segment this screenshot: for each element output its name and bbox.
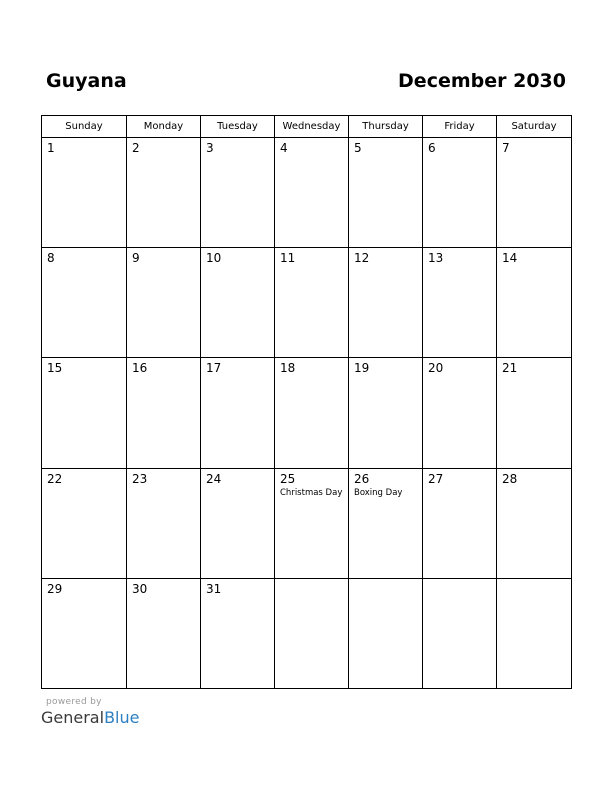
- day-number: 27: [428, 471, 444, 486]
- weekday-header-thursday: Thursday: [349, 116, 423, 138]
- day-cell: [201, 248, 275, 358]
- day-cell: [423, 248, 497, 358]
- month-title: December 2030: [398, 70, 566, 92]
- weekday-header-monday: Monday: [127, 116, 201, 138]
- brand-part-blue: Blue: [104, 708, 140, 727]
- day-number: 4: [280, 141, 288, 155]
- day-cell: [201, 358, 275, 468]
- powered-by-label: powered by: [46, 697, 102, 707]
- day-number: 6: [428, 141, 436, 155]
- day-cell: [42, 358, 127, 468]
- day-cell: [42, 468, 127, 578]
- day-cell: [423, 578, 497, 688]
- day-number: 31: [206, 581, 222, 596]
- generalblue-logo: [41, 708, 139, 727]
- weekday-header-saturday: Saturday: [497, 116, 572, 138]
- country-title: Guyana: [46, 70, 127, 92]
- day-cell: [127, 248, 201, 358]
- day-cell: [275, 468, 349, 578]
- day-cell: [349, 578, 423, 688]
- holiday-label: Boxing Day: [354, 487, 403, 498]
- day-cell: [275, 358, 349, 468]
- week-row: [42, 138, 572, 248]
- day-cell: [42, 578, 127, 688]
- day-number: 2: [132, 141, 140, 155]
- day-cell: [497, 468, 572, 578]
- day-number: 14: [502, 251, 518, 266]
- week-row: [42, 468, 572, 578]
- day-number: 18: [280, 361, 296, 376]
- day-cell: [201, 138, 275, 248]
- day-cell: [497, 578, 572, 688]
- day-number: 30: [132, 581, 148, 596]
- day-cell: [423, 358, 497, 468]
- week-row: [42, 578, 572, 688]
- day-number: 19: [354, 361, 370, 376]
- weekday-header-tuesday: Tuesday: [201, 116, 275, 138]
- day-number: [275, 579, 348, 582]
- day-number: 7: [502, 141, 510, 155]
- day-cell: [423, 138, 497, 248]
- day-number: 26: [354, 471, 370, 486]
- week-row: [42, 248, 572, 358]
- day-cell: [127, 138, 201, 248]
- holiday-label: Christmas Day: [280, 487, 343, 498]
- weekday-header-row: [42, 116, 572, 138]
- day-cell: [42, 138, 127, 248]
- day-number: 3: [206, 141, 214, 155]
- day-number: 9: [132, 251, 140, 266]
- day-number: 20: [428, 361, 444, 376]
- day-number: [423, 579, 496, 582]
- day-cell: [127, 468, 201, 578]
- day-number: [349, 579, 422, 582]
- day-number: 22: [47, 471, 63, 486]
- weekday-header-wednesday: Wednesday: [275, 116, 349, 138]
- day-cell: [127, 578, 201, 688]
- week-row: [42, 358, 572, 468]
- day-number: 21: [502, 361, 518, 376]
- day-cell: [201, 578, 275, 688]
- day-number: 10: [206, 251, 222, 266]
- day-number: 16: [132, 361, 148, 376]
- day-number: 17: [206, 361, 222, 376]
- day-cell: [497, 248, 572, 358]
- day-cell: [349, 468, 423, 578]
- day-number: 23: [132, 471, 148, 486]
- day-number: 8: [47, 251, 55, 266]
- day-number: 1: [47, 141, 55, 155]
- day-cell: [42, 248, 127, 358]
- day-cell: [349, 358, 423, 468]
- calendar-grid: [41, 115, 572, 689]
- day-cell: [275, 578, 349, 688]
- brand-part-general: General: [41, 708, 105, 727]
- day-cell: [127, 358, 201, 468]
- day-cell: [423, 468, 497, 578]
- day-cell: [349, 248, 423, 358]
- day-number: [497, 579, 571, 582]
- day-cell: [349, 138, 423, 248]
- day-number: 12: [354, 251, 370, 266]
- day-number: 11: [280, 251, 296, 266]
- day-cell: [275, 138, 349, 248]
- day-number: 5: [354, 141, 362, 155]
- day-cell: [275, 248, 349, 358]
- day-number: 24: [206, 471, 222, 486]
- day-number: 15: [47, 361, 63, 376]
- day-cell: [497, 358, 572, 468]
- weekday-header-friday: Friday: [423, 116, 497, 138]
- day-number: 28: [502, 471, 518, 486]
- day-number: 25: [280, 471, 296, 486]
- day-cell: [497, 138, 572, 248]
- day-number: 13: [428, 251, 444, 266]
- day-number: 29: [47, 581, 63, 596]
- weekday-header-sunday: Sunday: [42, 116, 127, 138]
- day-cell: [201, 468, 275, 578]
